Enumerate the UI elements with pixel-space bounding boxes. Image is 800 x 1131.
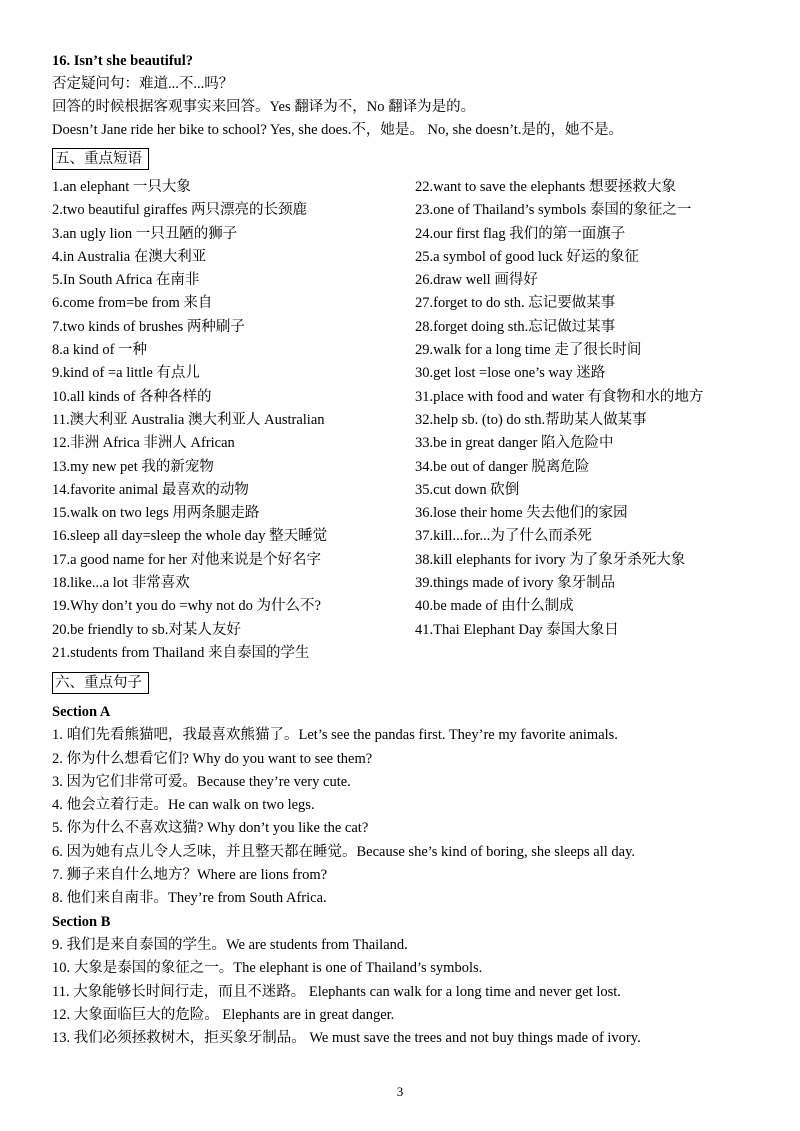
phrase-item: 30.get lost =lose one’s way 迷路: [415, 365, 606, 382]
phrase-item: 8.a kind of 一种: [52, 342, 148, 359]
sentence-item: 3. 因为它们非常可爱。Because they’re very cute.: [52, 773, 351, 790]
phrase-item: 3.an ugly lion 一只丑陋的狮子: [52, 225, 238, 242]
phrase-item: 27.forget to do sth. 忘记要做某事: [415, 295, 616, 312]
phrase-item: 17.a good name for her 对他来说是个好名字: [52, 551, 322, 568]
phrase-item: 35.cut down 砍倒: [415, 481, 520, 498]
phrase-item: 20.be friendly to sb.对某人友好: [52, 621, 241, 638]
sentence-item: 5. 你为什么不喜欢这猫? Why don’t you like the cat?: [52, 820, 369, 837]
phrase-item: 40.be made of 由什么制成: [415, 598, 574, 615]
phrase-item: 6.come from=be from 来自: [52, 295, 213, 312]
phrase-item: 23.one of Thailand’s symbols 泰国的象征之一: [415, 202, 692, 219]
phrases-heading: 五、重点短语: [52, 148, 149, 170]
phrase-item: 1.an elephant 一只大象: [52, 179, 191, 195]
phrases-left-column: [52, 176, 327, 665]
question-16-line-3: Doesn’t Jane ride her bike to school? Yes, she does.不，她是。 No, she doesn’t.是的，她不是。: [52, 122, 623, 138]
sentence-item: 12. 大象面临巨大的危险。 Elephants are in great danger.: [52, 1006, 395, 1023]
phrase-item: 33.be in great danger 陷入危险中: [415, 435, 614, 452]
phrase-item: 15.walk on two legs 用两条腿走路: [52, 505, 260, 522]
phrase-item: 4.in Australia 在澳大利亚: [52, 248, 207, 265]
phrase-item: 21.students from Thailand 来自泰国的学生: [52, 644, 310, 661]
phrase-item: 29.walk for a long time 走了很长时间: [415, 342, 642, 359]
sentence-item: 8. 他们来自南非。They’re from South Africa.: [52, 890, 327, 907]
sentences-heading: 六、重点句子: [52, 672, 149, 694]
phrase-item: 34.be out of danger 脱离危险: [415, 458, 590, 475]
sentence-item: 7. 狮子来自什么地方？Where are lions from?: [52, 867, 328, 884]
sentences-list: [52, 701, 641, 1050]
sentence-item: 2. 你为什么想看它们? Why do you want to see them?: [52, 750, 373, 767]
phrase-item: 26.draw well 画得好: [415, 272, 538, 289]
phrase-item: 5.In South Africa 在南非: [52, 272, 200, 289]
phrase-item: 10.all kinds of 各种各样的: [52, 388, 212, 405]
phrases-right-column: [415, 176, 703, 642]
page-number: 3: [396, 1084, 404, 1099]
phrase-item: 9.kind of =a little 有点儿: [52, 365, 200, 382]
section-b-label: Section B: [52, 913, 111, 930]
sentence-item: 4. 他会立着行走。He can walk on two legs.: [52, 797, 315, 814]
phrase-item: 18.like...a lot 非常喜欢: [52, 575, 190, 592]
question-16-line-2: 回答的时候根据客观事实来回答。Yes 翻译为不，No 翻译为是的。: [52, 99, 476, 115]
sentence-item: 6. 因为她有点儿令人乏味，并且整天都在睡觉。Because she’s kind of boring, she sleeps all day.: [52, 843, 636, 860]
section-a-label: Section A: [52, 704, 111, 720]
phrase-item: 28.forget doing sth.忘记做过某事: [415, 318, 616, 335]
phrase-item: 2.two beautiful giraffes 两只漂亮的长颈鹿: [52, 202, 308, 219]
phrase-item: 25.a symbol of good luck 好运的象征: [415, 248, 639, 265]
phrase-item: 37.kill...for...为了什么而杀死: [415, 528, 592, 545]
phrase-item: 36.lose their home 失去他们的家园: [415, 505, 628, 522]
phrase-item: 13.my new pet 我的新宠物: [52, 458, 214, 475]
phrase-item: 24.our first flag 我们的第一面旗子: [415, 225, 626, 242]
phrase-item: 31.place with food and water 有食物和水的地方: [415, 388, 704, 405]
question-16-line-1: 否定疑问句：难道...不...吗？: [52, 76, 234, 92]
sentence-item: 13. 我们必须拯救树木，拒买象牙制品。 We must save the trees and not buy things made of ivory.: [52, 1030, 641, 1047]
phrase-item: 39.things made of ivory 象牙制品: [415, 575, 616, 592]
sentence-item: 9. 我们是来自泰国的学生。We are students from Thailand.: [52, 936, 408, 953]
phrase-item: 32.help sb. (to) do sth.帮助某人做某事: [415, 411, 647, 428]
phrase-item: 41.Thai Elephant Day 泰国大象日: [415, 621, 619, 638]
sentence-item: 11. 大象能够长时间行走，而且不迷路。 Elephants can walk for a long time and never get lost.: [52, 983, 621, 1000]
question-16-title: 16. Isn’t she beautiful?: [52, 53, 193, 69]
phrase-item: 11.澳大利亚 Australia 澳大利亚人 Australian: [52, 411, 325, 428]
phrase-item: 38.kill elephants for ivory 为了象牙杀死大象: [415, 551, 686, 568]
phrase-item: 16.sleep all day=sleep the whole day 整天睡觉: [52, 528, 328, 545]
sentence-item: 10. 大象是泰国的象征之一。The elephant is one of Thailand’s symbols.: [52, 960, 483, 977]
phrase-item: 14.favorite animal 最喜欢的动物: [52, 481, 249, 498]
sentence-item: 1. 咱们先看熊猫吧，我最喜欢熊猫了。Let’s see the pandas first. They’re my favorite animals.: [52, 727, 618, 744]
phrase-item: 7.two kinds of brushes 两种刷子: [52, 318, 245, 335]
phrase-item: 19.Why don’t you do =why not do 为什么不?: [52, 598, 321, 615]
phrase-item: 12.非洲 Africa 非洲人 African: [52, 435, 235, 452]
phrase-item: 22.want to save the elephants 想要拯救大象: [415, 179, 676, 195]
